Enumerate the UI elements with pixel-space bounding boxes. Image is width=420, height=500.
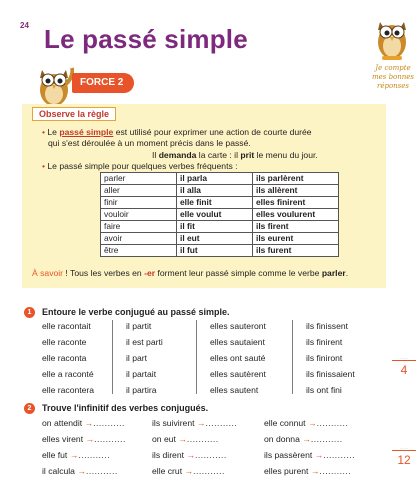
conjugated-verb: elle connut [264,418,306,428]
verb-table-cell: avoir [101,233,177,245]
verb-table-cell: être [101,245,177,257]
verb-table-row [101,221,339,233]
verb-table-cell: elle finit [177,197,253,209]
arrow-right-icon: → [84,418,94,428]
infinitive-item [264,434,343,444]
verb-table-cell: elles finirent [253,197,339,209]
verb-option[interactable]: elle a raconté [42,369,94,379]
verb-table-row [101,209,339,221]
conjugated-verb: on eut [152,434,176,444]
verb-option[interactable]: il est parti [126,337,163,347]
verb-table-cell: ils firent [253,221,339,233]
verb-table-cell: parler [101,173,177,185]
verb-table-cell: il parla [177,173,253,185]
column-divider [112,320,113,394]
infinitive-item [42,434,126,444]
verb-option[interactable]: elle racontera [42,385,95,395]
verb-option[interactable]: elles sautèrent [210,369,266,379]
arrow-right-icon: → [307,418,317,428]
conjugated-verb: elles purent [264,466,309,476]
conjugated-verb: on attendit [42,418,83,428]
answer-blank[interactable]: ........... [193,466,225,476]
answer-blank[interactable]: ........... [194,450,227,460]
infinitive-item [152,466,225,476]
exercise-2-score: ....... 12 [392,446,416,467]
verb-option[interactable]: ils finissent [306,321,349,331]
answer-blank[interactable]: ........... [93,418,125,428]
verb-table-cell: vouloir [101,209,177,221]
verb-option[interactable]: ils finiront [306,353,343,363]
verb-table-row [101,197,339,209]
conjugated-verb: elle crut [152,466,183,476]
verb-option[interactable]: il partait [126,369,157,379]
arrow-right-icon: → [302,434,311,444]
arrow-right-icon: → [184,466,194,476]
infinitive-item [152,434,219,444]
verb-table [100,172,339,257]
verb-table-cell: elle voulut [177,209,253,221]
exercise-1-score: ....... 4 [392,356,416,377]
bullet-icon: • [42,127,46,137]
verb-option[interactable]: elles sautaient [210,337,265,347]
arrow-right-icon: → [314,450,324,460]
arrow-right-icon: → [310,466,320,476]
rule-line-4: • Le passé simple pour quelques verbes fréquents : [42,161,238,171]
conjugated-verb: ils suivirent [152,418,195,428]
answer-blank[interactable]: ........... [205,418,238,428]
verb-table-cell: ils allèrent [253,185,339,197]
rule-line-1: • Le passé simple est utilisé pour exprimer une action de courte durée [42,127,312,137]
arrow-right-icon: → [85,434,95,444]
answer-blank[interactable]: ........... [94,434,126,444]
verb-option[interactable]: elle racontait [42,321,91,331]
verb-table-cell: ils parlèrent [253,173,339,185]
exercise-1-title: Entoure le verbe conjugué au passé simple. [42,307,230,317]
score-note: Je compte mes bonnes réponses [371,64,415,90]
infinitive-item [42,418,125,428]
conjugated-verb: il calcula [42,466,75,476]
verb-option[interactable]: elle raconta [42,353,87,363]
answer-blank[interactable]: ........... [85,466,118,476]
verb-option[interactable]: il partit [126,321,152,331]
bullet-icon: • [42,161,46,171]
page-title: Le passé simple [44,24,248,54]
verb-option[interactable]: ils finirent [306,337,343,347]
rule-example: Il demanda la carte : il prit le menu du jour. [152,150,318,160]
arrow-right-icon: → [178,434,187,444]
arrow-right-icon: → [186,450,195,460]
arrow-right-icon: → [77,466,86,476]
verb-table-cell: ils furent [253,245,339,257]
verb-table-row [101,185,339,197]
verb-table-cell: ils eurent [253,233,339,245]
verb-option[interactable]: elles sautent [210,385,259,395]
rule-line-2: qui s'est déroulée à un moment précis dans le passé. [48,138,251,148]
answer-blank[interactable]: ........... [316,418,349,428]
verb-table-cell: elles voulurent [253,209,339,221]
infinitive-item [42,466,118,476]
verb-option[interactable]: il partira [126,385,157,395]
force-badge: FORCE 2 [72,73,134,93]
infinitive-item [42,450,110,460]
arrow-right-icon: → [196,418,206,428]
infinitive-item [264,450,355,460]
savoir-line: À savoir ! Tous les verbes en -er forment leur passé simple comme le verbe parler. [32,268,349,278]
column-divider [292,320,293,394]
owl-mascot-icon [372,12,412,62]
owl-force-icon [34,62,74,108]
exercise-2-title: Trouve l'infinitif des verbes conjugués. [42,403,209,413]
exercise-1-number: 1 [24,307,35,318]
infinitive-item [264,466,351,476]
answer-blank[interactable]: ........... [78,450,111,460]
exercise-1-score-total: 4 [400,363,408,377]
verb-table-cell: finir [101,197,177,209]
infinitive-item [264,418,348,428]
verb-table-cell: il alla [177,185,253,197]
verb-table-row [101,233,339,245]
infinitive-item [152,450,227,460]
exercise-2-score-total: 12 [397,453,411,467]
conjugated-verb: elles virent [42,434,84,444]
page-number: 24 [20,21,29,30]
verb-table-row [101,245,339,257]
conjugated-verb: on donna [264,434,300,444]
verb-option[interactable]: ils ont fini [306,385,342,395]
verb-option[interactable]: elle raconte [42,337,87,347]
verb-table-cell: il fit [177,221,253,233]
verb-option[interactable]: elles sauteront [210,321,266,331]
answer-blank[interactable]: ........... [323,450,355,460]
conjugated-verb: ils passèrent [264,450,313,460]
column-divider [196,320,197,394]
conjugated-verb: elle fut [42,450,68,460]
infinitive-item [152,418,237,428]
answer-blank[interactable]: ........... [319,466,352,476]
verb-table-cell: il eut [177,233,253,245]
rule-tab: Observe la règle [32,107,116,121]
verb-table-cell: faire [101,221,177,233]
verb-option[interactable]: ils finissaient [306,369,355,379]
verb-table-cell: il fut [177,245,253,257]
verb-option[interactable]: elles ont sauté [210,353,266,363]
verb-option[interactable]: il part [126,353,148,363]
verb-table-cell: aller [101,185,177,197]
answer-blank[interactable]: ........... [310,434,343,444]
verb-table-row [101,173,339,185]
answer-blank[interactable]: ........... [186,434,219,444]
conjugated-verb: ils dirent [152,450,184,460]
exercise-2-number: 2 [24,403,35,414]
arrow-right-icon: → [69,450,79,460]
